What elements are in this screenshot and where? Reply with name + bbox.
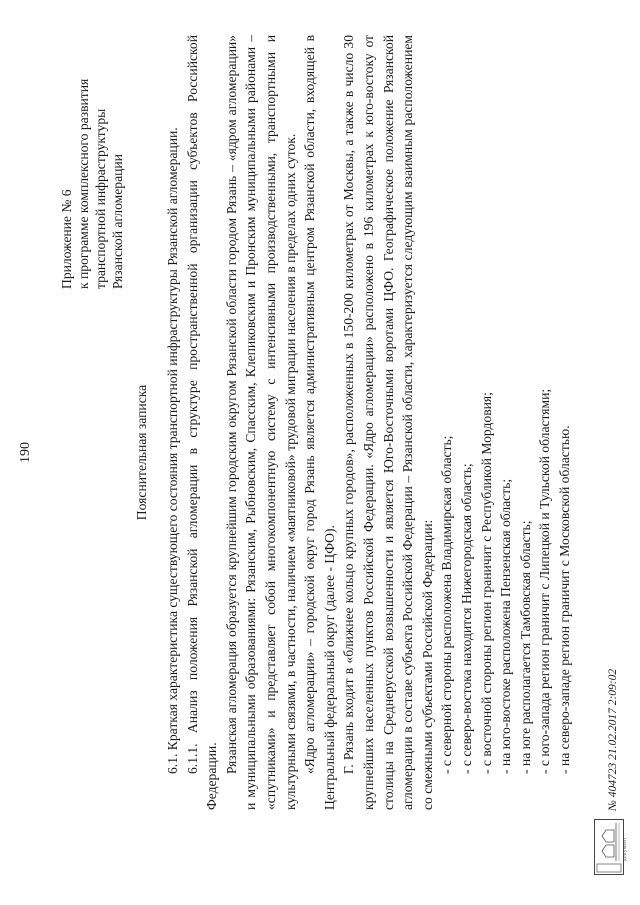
list-item: - на юге располагается Тамбовская область; xyxy=(517,520,533,774)
stamp-caption: документ xyxy=(623,836,628,861)
list-item: - на юго-востоке расположена Пензенская область; xyxy=(498,478,514,774)
appendix-line: Рязанской агломерации xyxy=(110,154,125,289)
paragraph: «Ядро агломерации» – городской округ город Рязань является административным центром Рязанской области, входящей в Центральный федеральный округ (далее - ЦФО). xyxy=(302,35,337,810)
document-id: № 404723 21.02.2017 2:09:02 xyxy=(607,668,619,811)
list-item: - с юго-запада регион граничит с Липецкой и Тульской областями; xyxy=(537,388,553,774)
list-item: - на северо-западе регион граничит с Московской областью. xyxy=(556,425,572,774)
paragraph: Рязанская агломерация образуется крупнейшим городским округом Рязанской области городом Рязань – «ядром агломерации» и муниципальными образованиями: Рязанским, Рыбновским, Спасским, Клепиковским и Пронским муниципальными районами – «спутниками» и представляет собой многокомпонентную систему с интенсивными производственными, транспортными и культурными связями, в частности, наличием «маятниковой» трудовой миграции населения в пределах одних суток. xyxy=(223,35,298,810)
paragraph: Г. Рязань входит в «ближнее кольцо крупных городов», расположенных в 150-200 километрах от Москвы, а также в число 30 крупнейших населенных пунктов Российской Федерации. «Ядро агломерации» расположено в 196 километрах к юго-востоку от столицы на Среднерусской возвышенности и является Юго-Восточными воротами ЦФО. Географическое положение Рязанской агломерации в составе субъекта Российской Федерации – Рязанской области, характеризуется следующим взаимным расположением со смежными субъектами Российской Федерации: xyxy=(341,35,435,810)
list-item: - с восточной стороны регион граничит с Республикой Мордовия; xyxy=(478,392,494,774)
list-item: - с северной стороны расположена Владимирская область; xyxy=(439,435,455,774)
neighbors-list xyxy=(437,35,574,810)
list-item: - с северо-востока находится Нижегородская область; xyxy=(458,463,474,774)
appendix-header xyxy=(58,19,126,289)
body-text xyxy=(163,35,574,810)
section-heading: 6.1. Краткая характеристика существующего состояния транспортной инфраструктуры Рязанской агломерации. xyxy=(165,127,180,774)
page-number: 190 xyxy=(18,442,33,463)
footer xyxy=(594,475,628,875)
appendix-line: Приложение № 6 xyxy=(59,189,74,289)
subsection-heading: 6.1.1. Анализ положения Рязанской агломерации в структуре пространственной организации субъектов Российской Федерации. xyxy=(184,35,220,810)
appendix-line: к программе комплексного развития xyxy=(76,78,91,289)
appendix-line: транспортной инфраструктуры xyxy=(93,108,108,289)
note-title: Пояснительная записка xyxy=(134,384,149,521)
